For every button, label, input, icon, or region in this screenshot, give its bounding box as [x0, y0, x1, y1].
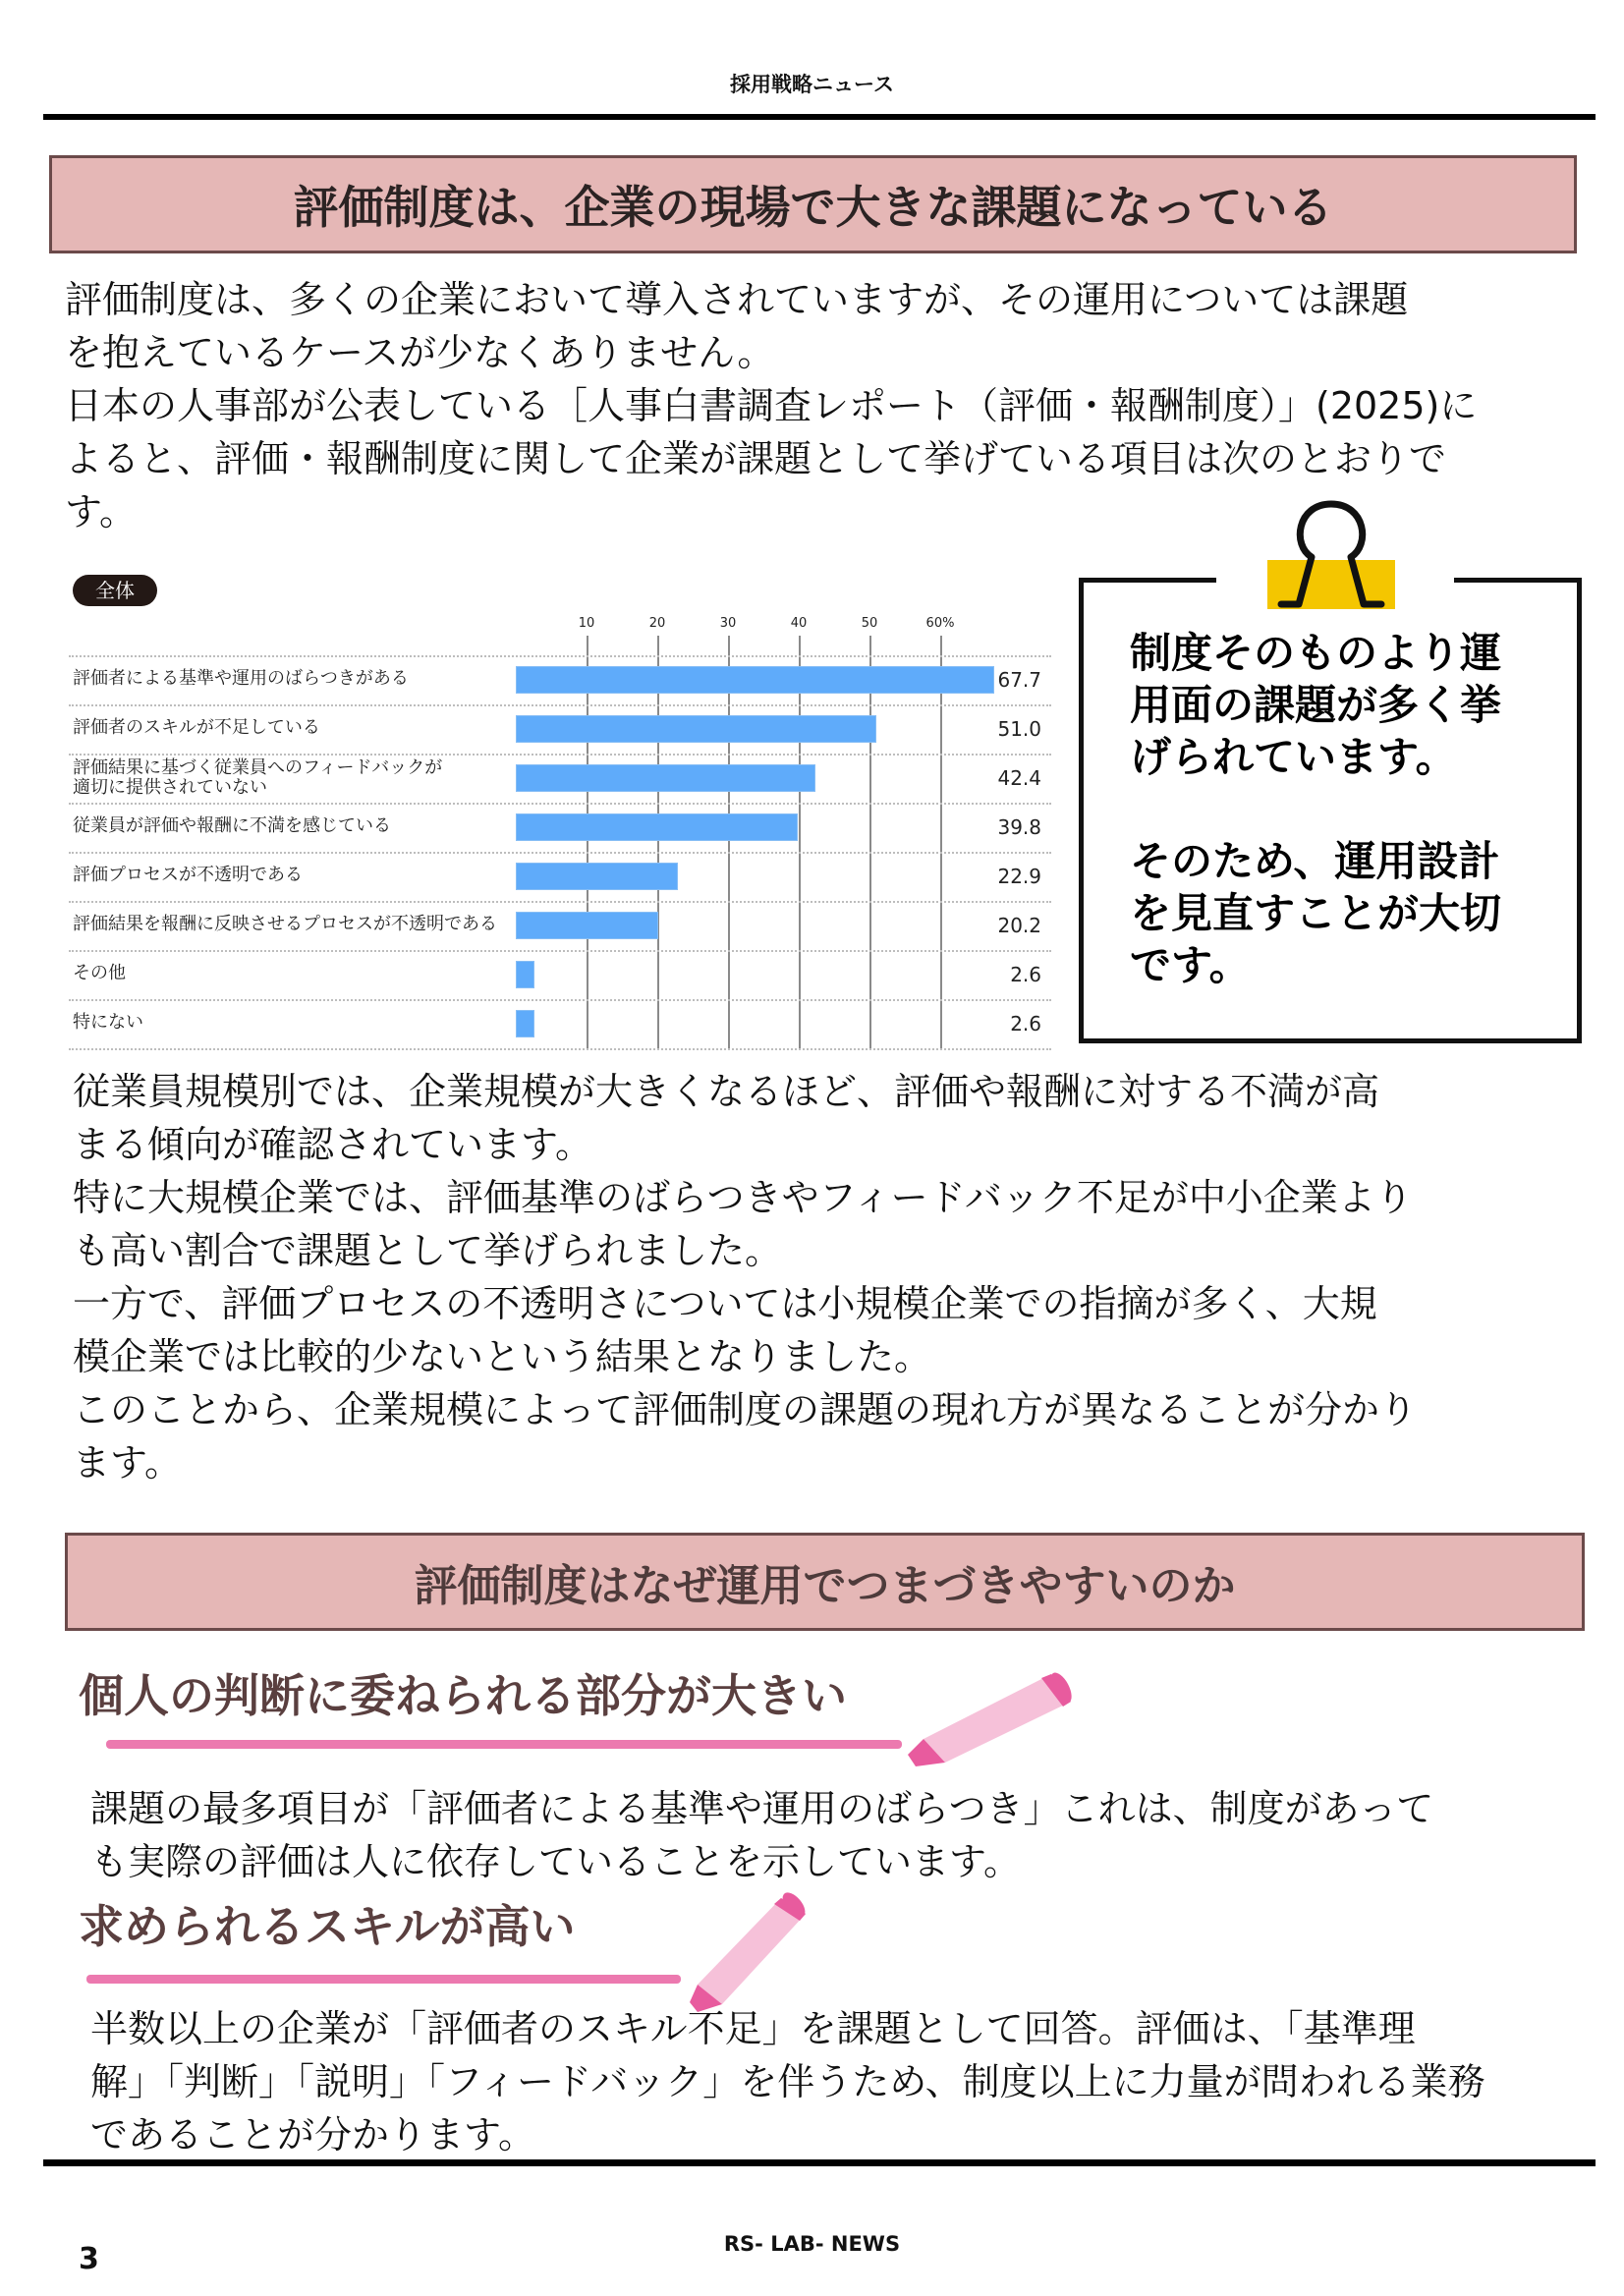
gridline — [799, 636, 801, 1048]
crayon-icon — [678, 1886, 825, 2014]
callout-text — [1130, 627, 1552, 991]
point-body — [90, 1782, 1603, 1888]
text-line: 日本の人事部が公表している［人事白書調査レポート（評価・報酬制度）」(2025)に — [65, 384, 1478, 427]
bar — [516, 666, 994, 694]
x-tick-label: 10 — [578, 616, 595, 631]
gridline — [657, 636, 659, 1048]
gridline — [940, 636, 942, 1048]
callout-line — [1130, 783, 1552, 835]
page-number: 3 — [79, 2242, 99, 2276]
crayon-underline — [86, 1975, 681, 1984]
callout-line: 用面の課題が多く挙 — [1130, 681, 1502, 729]
bar-label: その他 — [73, 963, 126, 983]
callout-line: げられています。 — [1130, 733, 1457, 781]
bar-value: 67.7 — [997, 668, 1041, 692]
bar — [516, 1010, 534, 1037]
crayon-underline — [106, 1740, 902, 1749]
text-line: 特に大規模企業では、評価基準のばらつきやフィードバック不足が中小企業より — [73, 1176, 1413, 1219]
text-line: 従業員規模別では、企業規模が大きくなるほど、評価や報酬に対する不満が高 — [73, 1070, 1380, 1113]
text-line: 課題の最多項目が「評価者による基準や運用のばらつき」これは、制度があって — [90, 1787, 1434, 1830]
point-heading: 求められるスキルが高い — [79, 1900, 576, 1953]
header-rule — [43, 114, 1596, 120]
publication-name: RS- LAB- NEWS — [723, 2232, 901, 2256]
bar-value: 20.2 — [997, 914, 1041, 937]
bar-label: 評価者による基準や運用のばらつきがある — [73, 668, 409, 689]
bar-label: 特にない — [73, 1012, 143, 1033]
row-separator — [69, 950, 1051, 952]
point-body — [90, 2002, 1603, 2161]
row-separator — [69, 803, 1051, 805]
x-tick-label: 50 — [861, 616, 878, 631]
bar-label: 評価プロセスが不透明である — [73, 865, 303, 885]
bar-label: 評価者のスキルが不足している — [73, 717, 320, 738]
text-line: ます。 — [73, 1441, 182, 1484]
text-line: も高い割合で課題として挙げられました。 — [73, 1229, 783, 1272]
x-tick-label: 30 — [719, 616, 737, 631]
callout-line: 制度そのものより運 — [1130, 629, 1502, 677]
section-title: 評価制度は、企業の現場で大きな課題になっている — [293, 181, 1333, 234]
text-line: 模企業では比較的少ないという結果となりました。 — [73, 1335, 932, 1378]
bar-value: 42.4 — [997, 766, 1041, 790]
text-line: よると、評価・報酬制度に関して企業が課題として挙げている項目は次のとおりで — [65, 437, 1447, 480]
text-line: このことから、企業規模によって評価制度の課題の現れ方が異なることが分かり — [73, 1388, 1418, 1431]
row-separator — [69, 901, 1051, 903]
gridline — [869, 636, 871, 1048]
bar-value: 22.9 — [997, 865, 1041, 888]
gridline — [587, 636, 588, 1048]
x-tick-label: 60% — [925, 616, 955, 631]
callout-border-top-right — [1454, 578, 1582, 583]
bar-value: 2.6 — [1010, 1012, 1041, 1036]
bar-chart — [69, 575, 1051, 1046]
gridline — [728, 636, 730, 1048]
bar-label: 評価結果を報酬に反映させるプロセスが不透明である — [73, 914, 497, 934]
bar — [516, 863, 678, 890]
bar — [516, 764, 815, 792]
row-separator — [69, 852, 1051, 854]
analysis-paragraph — [73, 1065, 1596, 1489]
x-tick-label: 40 — [790, 616, 808, 631]
point-heading: 個人の判断に委ねられる部分が大きい — [79, 1669, 847, 1722]
bar-value: 2.6 — [1010, 963, 1041, 986]
chart-badge: 全体 — [73, 575, 157, 606]
row-separator — [69, 754, 1051, 756]
bar — [516, 813, 798, 841]
row-separator — [69, 655, 1051, 657]
x-tick-label: 20 — [648, 616, 666, 631]
row-separator — [69, 1048, 1051, 1050]
row-separator — [69, 704, 1051, 706]
text-line: す。 — [65, 490, 137, 533]
bar-label: 従業員が評価や報酬に不満を感じている — [73, 815, 391, 836]
text-line: を抱えているケースが少なくありません。 — [65, 331, 775, 374]
crayon-icon — [894, 1660, 1081, 1768]
bar — [516, 961, 534, 988]
bar — [516, 715, 876, 743]
bar — [516, 912, 658, 939]
footer-rule — [43, 2159, 1596, 2166]
callout-line: そのため、運用設計 — [1130, 837, 1500, 885]
callout-line: です。 — [1130, 941, 1251, 989]
bar-value: 39.8 — [997, 815, 1041, 839]
bar-label: 評価結果に基づく従業員へのフィードバックが 適切に提供されていない — [73, 757, 443, 798]
bar-value: 51.0 — [997, 717, 1041, 741]
text-line: であることが分かります。 — [90, 2113, 535, 2156]
text-line: も実際の評価は人に依存していることを示しています。 — [90, 1840, 1021, 1883]
binder-clip-icon — [1258, 496, 1405, 614]
text-line: まる傾向が確認されています。 — [73, 1123, 592, 1166]
section-title-banner — [65, 1533, 1585, 1631]
section-title-banner — [49, 155, 1577, 253]
text-line: 一方で、評価プロセスの不透明さについては小規模企業での指摘が多く、大規 — [73, 1282, 1377, 1325]
text-line: 半数以上の企業が「評価者のスキル不足」を課題として回答。評価は、「基準理 — [90, 2007, 1416, 2050]
callout-line: を見直すことが大切 — [1130, 889, 1502, 937]
text-line: 解」「判断」「説明」「フィードバック」を伴うため、制度以上に力量が問われる業務 — [90, 2060, 1485, 2103]
running-title: 採用戦略ニュース — [730, 73, 894, 96]
callout-border-top-left — [1079, 578, 1216, 583]
row-separator — [69, 999, 1051, 1001]
text-line: 評価制度は、多くの企業において導入されていますが、その運用については課題 — [65, 278, 1409, 321]
section-title: 評価制度はなぜ運用でつまづきやすいのか — [414, 1561, 1236, 1611]
